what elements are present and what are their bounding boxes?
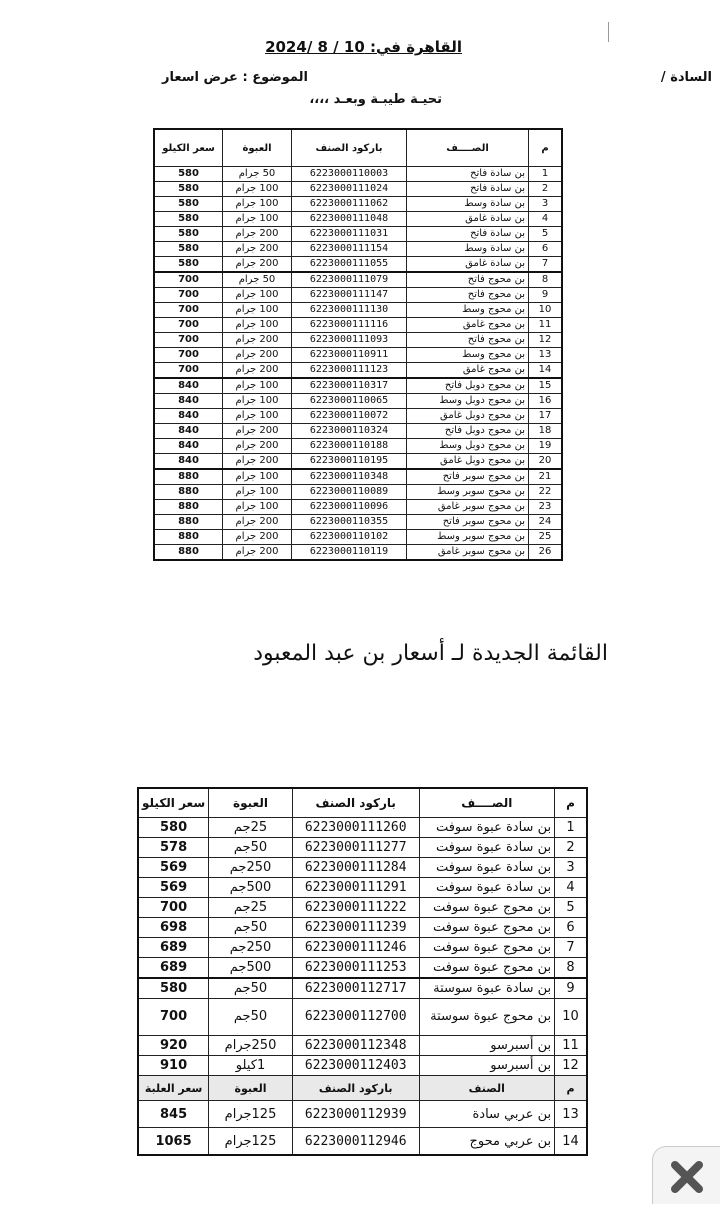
item-name: بن سادة وسط: [407, 242, 529, 257]
pack-size: 50جم: [209, 999, 293, 1036]
item-name: بن محوج دوبل غامق: [407, 454, 529, 470]
row-index: 26: [529, 545, 563, 561]
row-index: 13: [555, 1101, 587, 1128]
sub-header-row: [138, 1076, 587, 1101]
row-index: 9: [555, 978, 587, 999]
table-row: [138, 838, 587, 858]
item-name: بن محوج غامق: [407, 363, 529, 379]
col-pack: العبوة: [209, 1076, 293, 1101]
row-index: 11: [555, 1036, 587, 1056]
table-row: [154, 257, 562, 273]
table-row: [138, 878, 587, 898]
pack-size: 100 جرام: [223, 318, 292, 333]
kilo-price: 580: [154, 227, 223, 242]
table-row: [154, 242, 562, 257]
pack-size: 100 جرام: [223, 500, 292, 515]
pack-size: 200 جرام: [223, 424, 292, 439]
item-name: بن محوج عبوة سوفت: [419, 918, 555, 938]
barcode: 6223000111031: [292, 227, 407, 242]
table-row: [154, 363, 562, 379]
item-name: بن سادة فاتح: [407, 167, 529, 182]
barcode: 6223000111048: [292, 212, 407, 227]
kilo-price: 700: [154, 318, 223, 333]
pack-size: 1كيلو: [209, 1056, 293, 1076]
table-row: [154, 272, 562, 288]
row-index: 17: [529, 409, 563, 424]
barcode: 6223000112717: [292, 978, 419, 999]
table-row: [138, 978, 587, 999]
row-index: 7: [555, 938, 587, 958]
row-index: 2: [555, 838, 587, 858]
row-index: 19: [529, 439, 563, 454]
barcode: 6223000110355: [292, 515, 407, 530]
pack-size: 25جم: [209, 898, 293, 918]
item-name: بن محوج فاتح: [407, 272, 529, 288]
barcode: 6223000112700: [292, 999, 419, 1036]
barcode: 6223000111239: [292, 918, 419, 938]
item-name: بن محوج وسط: [407, 303, 529, 318]
table-row: [138, 898, 587, 918]
pack-size: 100 جرام: [223, 409, 292, 424]
page-edge-mark: [608, 22, 609, 42]
col-barcode: باركود الصنف: [292, 1076, 419, 1101]
row-index: 3: [555, 858, 587, 878]
kilo-price: 698: [138, 918, 209, 938]
kilo-price: 689: [138, 938, 209, 958]
barcode: 6223000112348: [292, 1036, 419, 1056]
recipient: السادة /: [660, 70, 712, 85]
row-index: 15: [529, 378, 563, 394]
table-row: [154, 333, 562, 348]
barcode: 6223000110348: [292, 469, 407, 485]
item-name: بن محوج فاتح: [407, 333, 529, 348]
row-index: 23: [529, 500, 563, 515]
item-name: بن سادة عبوة سوفت: [419, 818, 555, 838]
item-name: بن محوج سوبر وسط: [407, 485, 529, 500]
row-index: 13: [529, 348, 563, 363]
barcode: 6223000111062: [292, 197, 407, 212]
pack-size: 200 جرام: [223, 333, 292, 348]
barcode: 6223000110003: [292, 167, 407, 182]
kilo-price: 569: [138, 858, 209, 878]
pack-size: 200 جرام: [223, 257, 292, 273]
pack-size: 100 جرام: [223, 394, 292, 409]
table-row: [154, 378, 562, 394]
row-index: 14: [555, 1128, 587, 1156]
barcode: 6223000111260: [292, 818, 419, 838]
item-name: بن عربي محوج: [419, 1128, 555, 1156]
pack-size: 250جم: [209, 938, 293, 958]
item-name: بن محوج سوبر فاتح: [407, 469, 529, 485]
table-row: [154, 500, 562, 515]
barcode: 6223000111123: [292, 363, 407, 379]
kilo-price: 910: [138, 1056, 209, 1076]
col-pack: العبوة: [209, 788, 293, 818]
item-name: بن محوج سوبر غامق: [407, 545, 529, 561]
col-index: م: [555, 1076, 587, 1101]
barcode: 6223000110072: [292, 409, 407, 424]
table-row: [138, 1101, 587, 1128]
row-index: 8: [555, 958, 587, 979]
row-index: 2: [529, 182, 563, 197]
kilo-price: 700: [154, 348, 223, 363]
kilo-price: 880: [154, 485, 223, 500]
kilo-price: 580: [138, 818, 209, 838]
table-row: [138, 818, 587, 838]
kilo-price: 840: [154, 439, 223, 454]
barcode: 6223000111079: [292, 272, 407, 288]
table-row: [138, 858, 587, 878]
kilo-price: 845: [138, 1101, 209, 1128]
pack-size: 200 جرام: [223, 515, 292, 530]
kilo-price: 580: [154, 197, 223, 212]
col-item: الصنف: [419, 1076, 555, 1101]
item-name: بن سادة عبوة سوفت: [419, 858, 555, 878]
item-name: بن محوج سوبر غامق: [407, 500, 529, 515]
item-name: بن محوج غامق: [407, 318, 529, 333]
pack-size: 250جم: [209, 858, 293, 878]
table-row: [154, 212, 562, 227]
barcode: 6223000111116: [292, 318, 407, 333]
kilo-price: 689: [138, 958, 209, 979]
col-index: م: [529, 129, 563, 167]
table-row: [154, 530, 562, 545]
pack-size: 200 جرام: [223, 242, 292, 257]
barcode: 6223000112403: [292, 1056, 419, 1076]
pack-size: 50جم: [209, 978, 293, 999]
barcode: 6223000111024: [292, 182, 407, 197]
item-name: بن محوج عبوة سوستة: [419, 999, 555, 1036]
col-item: الصــــف: [419, 788, 555, 818]
pack-size: 25جم: [209, 818, 293, 838]
pack-size: 100 جرام: [223, 212, 292, 227]
row-index: 9: [529, 288, 563, 303]
pack-size: 125جرام: [209, 1128, 293, 1156]
kilo-price: 840: [154, 424, 223, 439]
kilo-price: 880: [154, 545, 223, 561]
pack-size: 500جم: [209, 878, 293, 898]
kilo-price: 840: [154, 454, 223, 470]
kilo-price: 700: [154, 288, 223, 303]
col-kilo-price: سعر الكيلو: [154, 129, 223, 167]
barcode: 6223000111291: [292, 878, 419, 898]
kilo-price: 700: [154, 333, 223, 348]
kilo-price: 880: [154, 500, 223, 515]
col-barcode: باركود الصنف: [292, 788, 419, 818]
kilo-price: 880: [154, 469, 223, 485]
table-row: [154, 182, 562, 197]
pack-size: 250جرام: [209, 1036, 293, 1056]
col-index: م: [555, 788, 587, 818]
table-row: [154, 454, 562, 470]
pack-size: 50 جرام: [223, 167, 292, 182]
table-row: [138, 1128, 587, 1156]
kilo-price: 700: [138, 999, 209, 1036]
kilo-price: 580: [154, 167, 223, 182]
item-name: بن محوج سوبر وسط: [407, 530, 529, 545]
item-name: بن سادة عبوة سوفت: [419, 838, 555, 858]
barcode: 6223000111093: [292, 333, 407, 348]
table-row: [138, 958, 587, 979]
kilo-price: 840: [154, 378, 223, 394]
close-button[interactable]: [652, 1146, 720, 1204]
kilo-price: 580: [154, 212, 223, 227]
kilo-price: 920: [138, 1036, 209, 1056]
barcode: 6223000110188: [292, 439, 407, 454]
item-name: بن أسبرسو: [419, 1036, 555, 1056]
pack-size: 100 جرام: [223, 288, 292, 303]
table-row: [138, 999, 587, 1036]
row-index: 8: [529, 272, 563, 288]
pack-size: 200 جرام: [223, 348, 292, 363]
item-name: بن محوج عبوة سوفت: [419, 958, 555, 979]
item-name: بن سادة عبوة سوستة: [419, 978, 555, 999]
table-row: [154, 197, 562, 212]
pack-size: 200 جرام: [223, 363, 292, 379]
row-index: 6: [555, 918, 587, 938]
table-row: [154, 515, 562, 530]
row-index: 21: [529, 469, 563, 485]
row-index: 10: [529, 303, 563, 318]
kilo-price: 700: [154, 303, 223, 318]
row-index: 5: [529, 227, 563, 242]
table-row: [154, 439, 562, 454]
pack-size: 200 جرام: [223, 545, 292, 561]
table-row: [154, 545, 562, 561]
table-row: [154, 348, 562, 363]
barcode: 6223000112939: [292, 1101, 419, 1128]
kilo-price: 580: [138, 978, 209, 999]
row-index: 22: [529, 485, 563, 500]
pack-size: 125جرام: [209, 1101, 293, 1128]
row-index: 4: [529, 212, 563, 227]
col-kilo-price: سعر الكيلو: [138, 788, 209, 818]
pack-size: 500جم: [209, 958, 293, 979]
kilo-price: 580: [154, 257, 223, 273]
row-index: 14: [529, 363, 563, 379]
item-name: بن سادة فاتح: [407, 227, 529, 242]
barcode: 6223000110065: [292, 394, 407, 409]
row-index: 11: [529, 318, 563, 333]
row-index: 18: [529, 424, 563, 439]
barcode: 6223000111277: [292, 838, 419, 858]
barcode: 6223000110195: [292, 454, 407, 470]
table-row: [138, 1036, 587, 1056]
table-row: [154, 303, 562, 318]
barcode: 6223000110317: [292, 378, 407, 394]
pack-size: 100 جرام: [223, 303, 292, 318]
pack-size: 100 جرام: [223, 485, 292, 500]
item-name: بن عربي سادة: [419, 1101, 555, 1128]
kilo-price: 580: [154, 242, 223, 257]
table-row: [154, 469, 562, 485]
kilo-price: 700: [154, 363, 223, 379]
table-row: [154, 288, 562, 303]
item-name: بن محوج دوبل وسط: [407, 394, 529, 409]
item-name: بن سادة عبوة سوفت: [419, 878, 555, 898]
row-index: 12: [555, 1056, 587, 1076]
item-name: بن محوج دوبل فاتح: [407, 378, 529, 394]
col-box-price: سعر العلبة: [138, 1076, 209, 1101]
pack-size: 200 جرام: [223, 454, 292, 470]
subject-line: الموضوع : عرض اسعار: [162, 70, 308, 85]
pack-size: 50جم: [209, 838, 293, 858]
kilo-price: 569: [138, 878, 209, 898]
barcode: 6223000111246: [292, 938, 419, 958]
barcode: 6223000110119: [292, 545, 407, 561]
barcode: 6223000110911: [292, 348, 407, 363]
col-barcode: باركود الصنف: [292, 129, 407, 167]
row-index: 1: [555, 818, 587, 838]
pack-size: 200 جرام: [223, 227, 292, 242]
row-index: 3: [529, 197, 563, 212]
pack-size: 100 جرام: [223, 378, 292, 394]
barcode: 6223000110324: [292, 424, 407, 439]
barcode: 6223000110102: [292, 530, 407, 545]
barcode: 6223000111147: [292, 288, 407, 303]
pack-size: 100 جرام: [223, 469, 292, 485]
barcode: 6223000111284: [292, 858, 419, 878]
col-pack: العبوة: [223, 129, 292, 167]
item-name: بن سادة غامق: [407, 212, 529, 227]
item-name: بن محوج دوبل فاتح: [407, 424, 529, 439]
pack-size: 50جم: [209, 918, 293, 938]
row-index: 1: [529, 167, 563, 182]
table-row: [138, 918, 587, 938]
table-row: [154, 424, 562, 439]
table-row: [138, 938, 587, 958]
item-name: بن سادة وسط: [407, 197, 529, 212]
pack-size: 200 جرام: [223, 439, 292, 454]
table-row: [154, 318, 562, 333]
item-name: بن سادة غامق: [407, 257, 529, 273]
pack-size: 100 جرام: [223, 197, 292, 212]
barcode: 6223000111130: [292, 303, 407, 318]
item-name: بن أسبرسو: [419, 1056, 555, 1076]
barcode: 6223000111222: [292, 898, 419, 918]
table-row: [154, 485, 562, 500]
barcode: 6223000110096: [292, 500, 407, 515]
item-name: بن محوج عبوة سوفت: [419, 898, 555, 918]
col-item: الصــــف: [407, 129, 529, 167]
kilo-price: 880: [154, 515, 223, 530]
row-index: 6: [529, 242, 563, 257]
pack-size: 200 جرام: [223, 530, 292, 545]
row-index: 12: [529, 333, 563, 348]
kilo-price: 840: [154, 409, 223, 424]
barcode: 6223000111253: [292, 958, 419, 979]
close-icon: [653, 1147, 720, 1204]
new-list-title: القائمة الجديدة لـ أسعار بن عبد المعبود: [253, 641, 608, 666]
barcode: 6223000112946: [292, 1128, 419, 1156]
date-line: القاهرة في: 10 / 8 /2024: [265, 38, 462, 56]
kilo-price: 700: [154, 272, 223, 288]
item-name: بن محوج عبوة سوفت: [419, 938, 555, 958]
kilo-price: 578: [138, 838, 209, 858]
barcode: 6223000111055: [292, 257, 407, 273]
table-row: [154, 409, 562, 424]
kilo-price: 880: [154, 530, 223, 545]
item-name: بن محوج دوبل غامق: [407, 409, 529, 424]
pack-size: 50 جرام: [223, 272, 292, 288]
new-price-table: [137, 787, 588, 1156]
row-index: 5: [555, 898, 587, 918]
kilo-price: 840: [154, 394, 223, 409]
row-index: 4: [555, 878, 587, 898]
pack-size: 100 جرام: [223, 182, 292, 197]
table-row: [154, 227, 562, 242]
greeting: تحيـة طيبـة وبعـد ،،،،: [309, 92, 442, 107]
barcode: 6223000111154: [292, 242, 407, 257]
row-index: 10: [555, 999, 587, 1036]
kilo-price: 700: [138, 898, 209, 918]
item-name: بن محوج وسط: [407, 348, 529, 363]
item-name: بن محوج فاتح: [407, 288, 529, 303]
item-name: بن محوج سوبر فاتح: [407, 515, 529, 530]
row-index: 7: [529, 257, 563, 273]
item-name: بن سادة فاتح: [407, 182, 529, 197]
table-row: [138, 1056, 587, 1076]
barcode: 6223000110089: [292, 485, 407, 500]
item-name: بن محوج دوبل وسط: [407, 439, 529, 454]
kilo-price: 1065: [138, 1128, 209, 1156]
row-index: 20: [529, 454, 563, 470]
row-index: 25: [529, 530, 563, 545]
row-index: 24: [529, 515, 563, 530]
table-row: [154, 167, 562, 182]
table-row: [154, 394, 562, 409]
old-price-table: [153, 128, 563, 561]
row-index: 16: [529, 394, 563, 409]
kilo-price: 580: [154, 182, 223, 197]
